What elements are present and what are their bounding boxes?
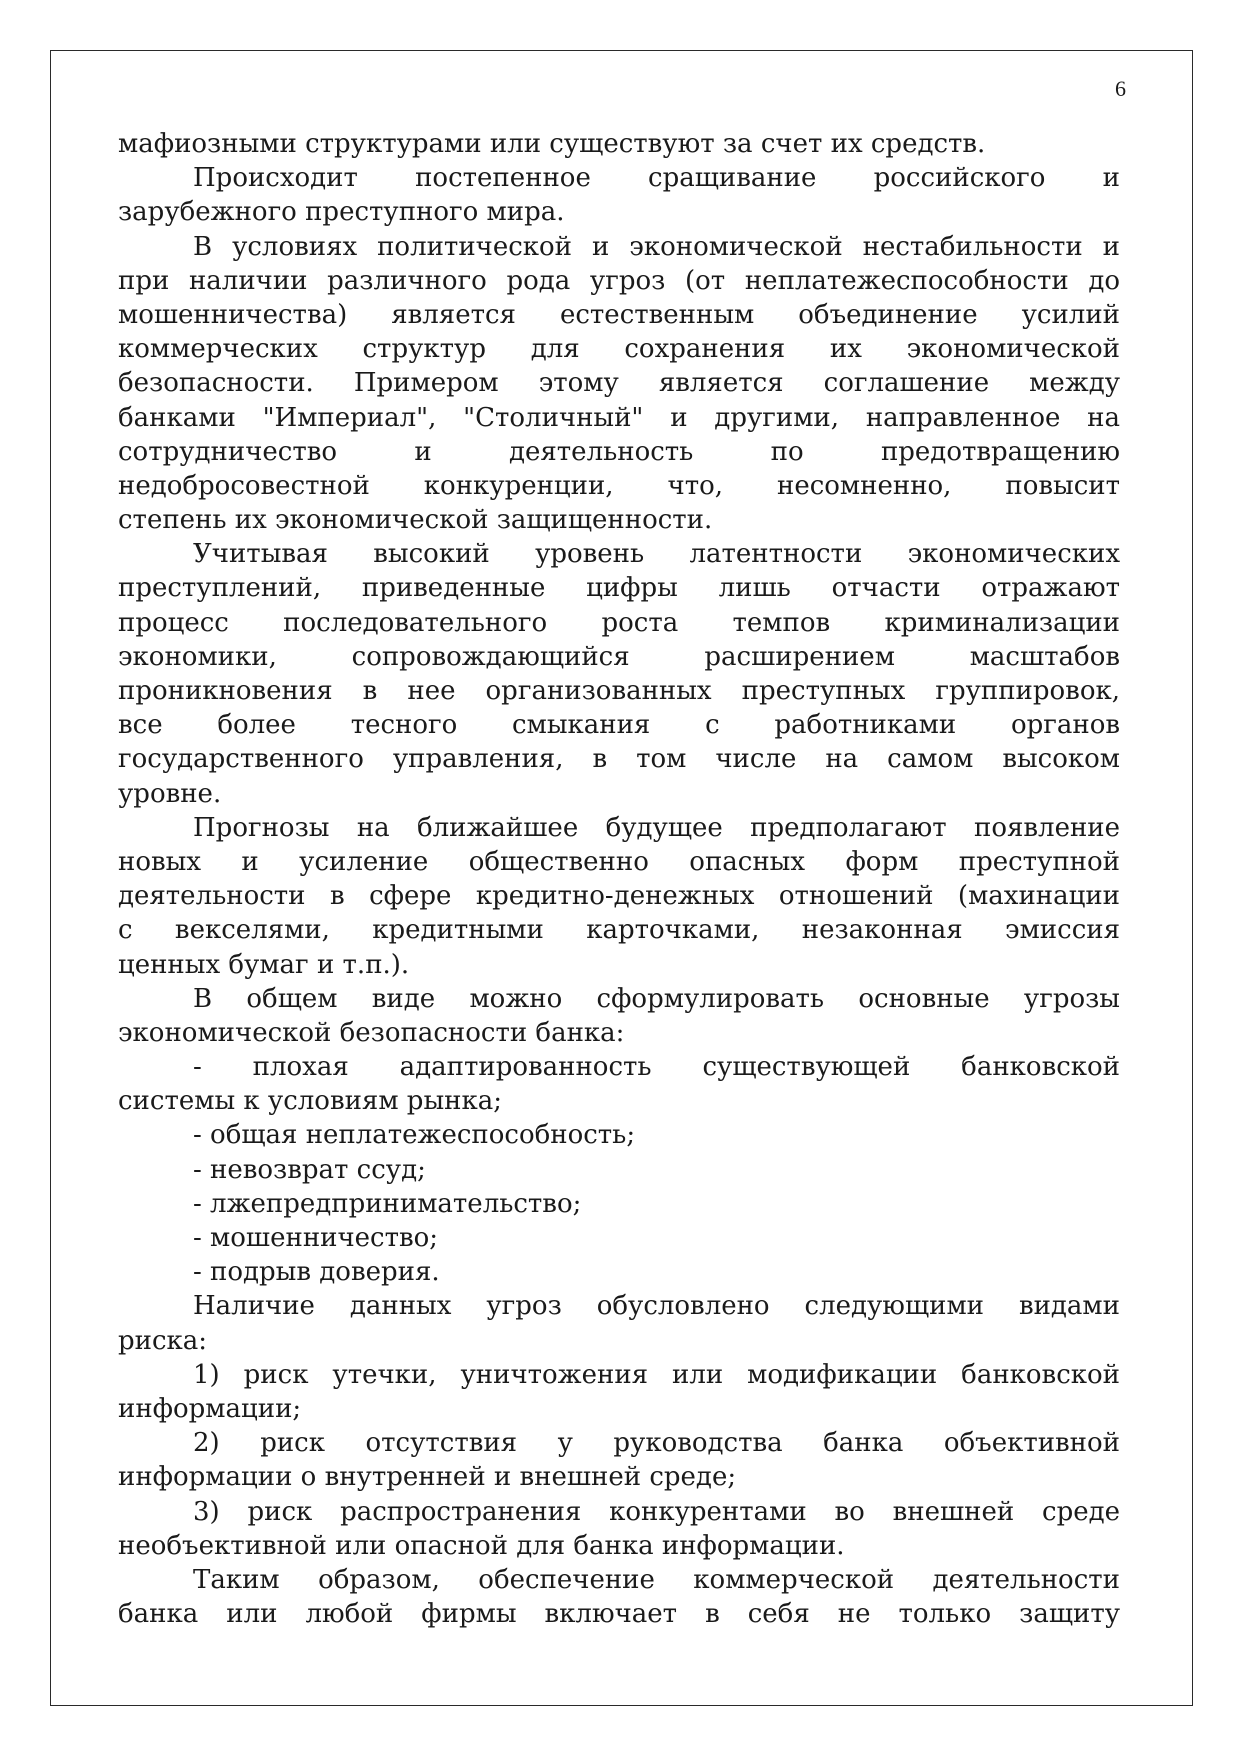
text-line: зарубежного преступного мира. [118,197,565,228]
text-line: В общем виде можно сформулировать основные угрозы [193,983,1120,1014]
text-line: - плохая адаптированность существующей банковской [193,1052,1120,1083]
text-line: государственного управления, в том числе на самом высоком [118,744,1120,775]
text-line: проникновения в нее организованных преступных группировок, [118,676,1120,706]
text-line: 3) риск распространения конкурентами во внешней среде [193,1496,1120,1527]
text-line: риска: [118,1325,208,1356]
text-line: деятельности в сфере кредитно-денежных отношений (махинации [118,881,1120,912]
text-line: ценных бумаг и т.п.). [118,949,410,980]
document-body [118,127,1120,1631]
text-line: экономической безопасности банка: [118,1017,625,1048]
text-line: Таким образом, обеспечение коммерческой деятельности [193,1564,1120,1595]
text-line: сотрудничество и деятельность по предотвращению [118,436,1120,467]
text-line: экономики, сопровождающийся расширением масштабов [118,641,1120,672]
text-line: 2) риск отсутствия у руководства банка объективной [193,1428,1120,1459]
text-line: - лжепредпринимательство; [193,1188,582,1219]
page-number: 6 [1115,76,1126,101]
text-line: мафиозными структурами или существуют за счет их средств. [118,129,986,159]
text-line: все более тесного смыкания с работниками органов [118,710,1120,741]
text-line: с векселями, кредитными карточками, незаконная эмиссия [118,915,1120,946]
text-line: новых и усиление общественно опасных форм преступной [118,846,1120,877]
text-line: процесс последовательного роста темпов криминализации [118,607,1120,638]
text-line: - общая неплатежеспособность; [193,1120,636,1151]
text-line: необъективной или опасной для банка информации. [118,1530,845,1561]
text-line: банка или любой фирмы включает в себя не только защиту [118,1599,1120,1630]
text-line: преступлений, приведенные цифры лишь отчасти отражают [118,573,1120,604]
text-line: Учитывая высокий уровень латентности экономических [193,539,1120,570]
text-line: уровне. [118,778,222,809]
text-line: при наличии различного рода угроз (от неплатежеспособности до [118,265,1120,296]
text-line: информации о внутренней и внешней среде; [118,1462,737,1493]
text-line: - невозврат ссуд; [193,1154,426,1185]
text-line: безопасности. Примером этому является соглашение между [118,368,1120,399]
text-line: - мошенничество; [193,1223,439,1253]
text-line: Наличие данных угроз обусловлено следующими видами [193,1291,1120,1322]
text-line: мошенничества) является естественным объединение усилий [118,299,1120,330]
text-line: коммерческих структур для сохранения их экономической [118,334,1120,365]
text-line: Прогнозы на ближайшее будущее предполагают появление [193,812,1120,843]
text-line: 1) риск утечки, уничтожения или модификации банковской [193,1359,1120,1390]
text-line: банками "Империал", "Столичный" и другими, направленное на [118,402,1120,433]
text-line: - подрыв доверия. [193,1257,440,1288]
text-line: недобросовестной конкуренции, что, несомненно, повысит [118,470,1120,501]
text-line: Происходит постепенное сращивание российского и [193,163,1120,194]
text-line: В условиях политической и экономической нестабильности и [193,231,1120,262]
text-line: информации; [118,1393,302,1424]
text-line: степень их экономической защищенности. [118,505,713,536]
text-line: системы к условиям рынка; [118,1086,502,1117]
